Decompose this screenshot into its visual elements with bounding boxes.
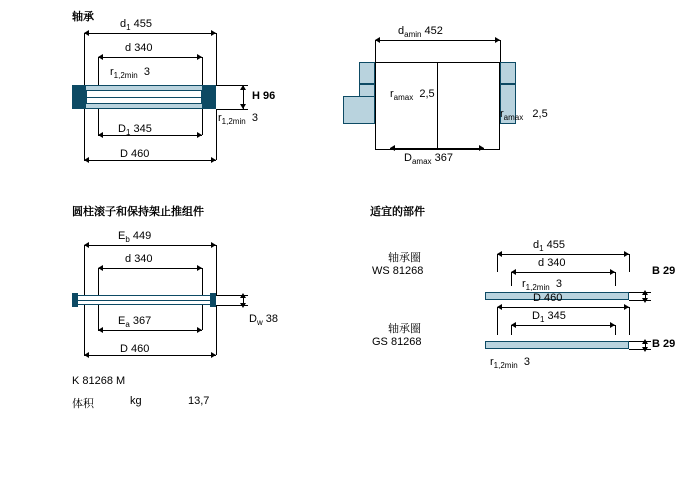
ext-Dw-top <box>216 295 248 296</box>
part-right-upper <box>500 62 516 84</box>
ext-D1-right <box>202 109 203 135</box>
bearing-section-title: 轴承 <box>72 11 94 23</box>
part-gs-dim-B-label: B 29 <box>652 338 676 350</box>
part-ws-caption-line1: 轴承圈 <box>388 252 421 264</box>
part-ws-dim-B-label: B 29 <box>652 265 676 277</box>
ext-Eb-right <box>216 245 217 295</box>
part-ws-dim-r-label: $r_{1,2min}$ 3 <box>522 278 562 293</box>
part-gs-dim-D1-label: $D_1$ 345 <box>532 310 566 325</box>
part-ws-ext-d1-right <box>629 254 630 272</box>
ext-H-top <box>216 85 248 86</box>
dim-Dw-label: $D_w$ 38 <box>249 313 279 328</box>
part-ws-dim-d-line <box>511 272 615 273</box>
dim-cage-D-line <box>84 355 216 356</box>
ext-d1-right <box>216 33 217 85</box>
ext-cage-D-left <box>84 305 85 355</box>
part-gs-dim-r-label: $r_{1,2min}$ 3 <box>490 356 530 371</box>
ext-D1-left <box>98 109 99 135</box>
dim-Damax-arrow-right <box>479 145 484 151</box>
part-gs-ext-D-left <box>497 307 498 335</box>
ext-damin-left <box>375 40 376 62</box>
cage-designation: K 81268 M <box>72 375 126 387</box>
ext-d-right <box>202 57 203 85</box>
part-gs-caption-line2: GS 81268 <box>372 336 422 348</box>
ext-damin-right <box>500 40 501 62</box>
support-left <box>343 96 375 124</box>
dim-cage-d-label: d 340 <box>125 253 153 265</box>
dim-r12min-right-label: $r_{1,2min}$ 3 <box>218 112 258 127</box>
part-ws-ext-d-right <box>615 272 616 286</box>
ext-H-bottom <box>216 109 248 110</box>
dim-ramax-inner-label: $r_{amax}$ 2,5 <box>390 88 435 103</box>
part-ws-dim-d1-label: $d_1$ 455 <box>533 239 565 254</box>
dim-Ea-label: $E_a$ 367 <box>118 315 152 330</box>
cage-centerline <box>78 300 210 301</box>
dim-damin-line <box>375 40 500 41</box>
dim-D1-label: $D_1$ 345 <box>118 123 152 138</box>
part-left-upper <box>359 62 375 84</box>
part-ws-dim-d1-line <box>497 254 629 255</box>
ext-D-left <box>84 109 85 160</box>
dim-D-line <box>84 160 216 161</box>
part-ws-ext-B-bottom <box>629 300 651 301</box>
part-gs-ext-D1-left <box>511 325 512 335</box>
part-gs-dim-D-line <box>497 307 629 308</box>
ext-d-left <box>98 57 99 85</box>
part-gs-dim-D-label: D 460 <box>533 292 563 304</box>
ext-d1-left <box>84 33 85 85</box>
dim-cage-D-label: D 460 <box>120 343 150 355</box>
part-ws-caption-line2: WS 81268 <box>372 265 424 277</box>
dim-Damax-label: $D_{amax}$ 367 <box>404 152 453 167</box>
dim-Damax-line <box>390 148 484 149</box>
dim-H-label: H 96 <box>252 90 276 102</box>
part-ws-dim-d-label: d 340 <box>538 257 566 269</box>
ext-Eb-left <box>84 245 85 295</box>
part-ws-ext-d-left <box>511 272 512 286</box>
dim-Ea-line <box>98 330 202 331</box>
ext-cage-D-right <box>216 305 217 355</box>
dim-d-line <box>98 57 202 58</box>
dim-r12min-top-label: $r_{1,2min}$ 3 <box>110 66 150 81</box>
part-gs-ext-D1-right <box>615 325 616 335</box>
dim-d-label: d 340 <box>125 42 153 54</box>
housing-centerline <box>437 62 438 150</box>
dim-d1-label: $d_1$ 455 <box>120 18 152 33</box>
ext-cage-d-right <box>202 268 203 295</box>
bearing-ring-left <box>72 85 86 109</box>
dim-d1-line <box>84 33 216 34</box>
dim-Eb-label: $E_b$ 449 <box>118 230 152 245</box>
part-ws-ext-d1-left <box>497 254 498 272</box>
dim-damin-label: $d_{amin}$ 452 <box>398 25 443 40</box>
dim-D-label: D 460 <box>120 148 150 160</box>
part-gs-ext-B-bottom <box>629 349 651 350</box>
part-gs-ext-B-top <box>629 341 651 342</box>
part-ws-ext-B-top <box>629 292 651 293</box>
bearing-centerline <box>86 97 202 98</box>
cage-section-title: 圆柱滚子和保持架止推组件 <box>72 206 204 218</box>
part-gs-dim-D1-line <box>511 325 615 326</box>
ext-Ea-right <box>202 305 203 330</box>
part-gs-caption-line1: 轴承圈 <box>388 323 421 335</box>
ext-D-right <box>216 109 217 160</box>
mass-value: 13,7 <box>188 395 210 407</box>
ext-Ea-left <box>98 305 99 330</box>
part-gs-body <box>485 341 629 349</box>
dim-ramax-outer-label: $r_{amax}$ 2,5 <box>500 108 548 123</box>
ext-cage-d-left <box>98 268 99 295</box>
mass-label: 体积 <box>72 398 94 410</box>
dim-cage-d-line <box>98 268 202 269</box>
dim-Damax-arrow-left <box>390 145 395 151</box>
ext-Dw-bottom <box>216 305 248 306</box>
parts-section-title: 适宜的部件 <box>370 206 425 218</box>
part-gs-ext-D-right <box>629 307 630 335</box>
bearing-ring-right <box>202 85 216 109</box>
dim-Eb-line <box>84 245 216 246</box>
mass-unit: kg <box>130 395 142 407</box>
